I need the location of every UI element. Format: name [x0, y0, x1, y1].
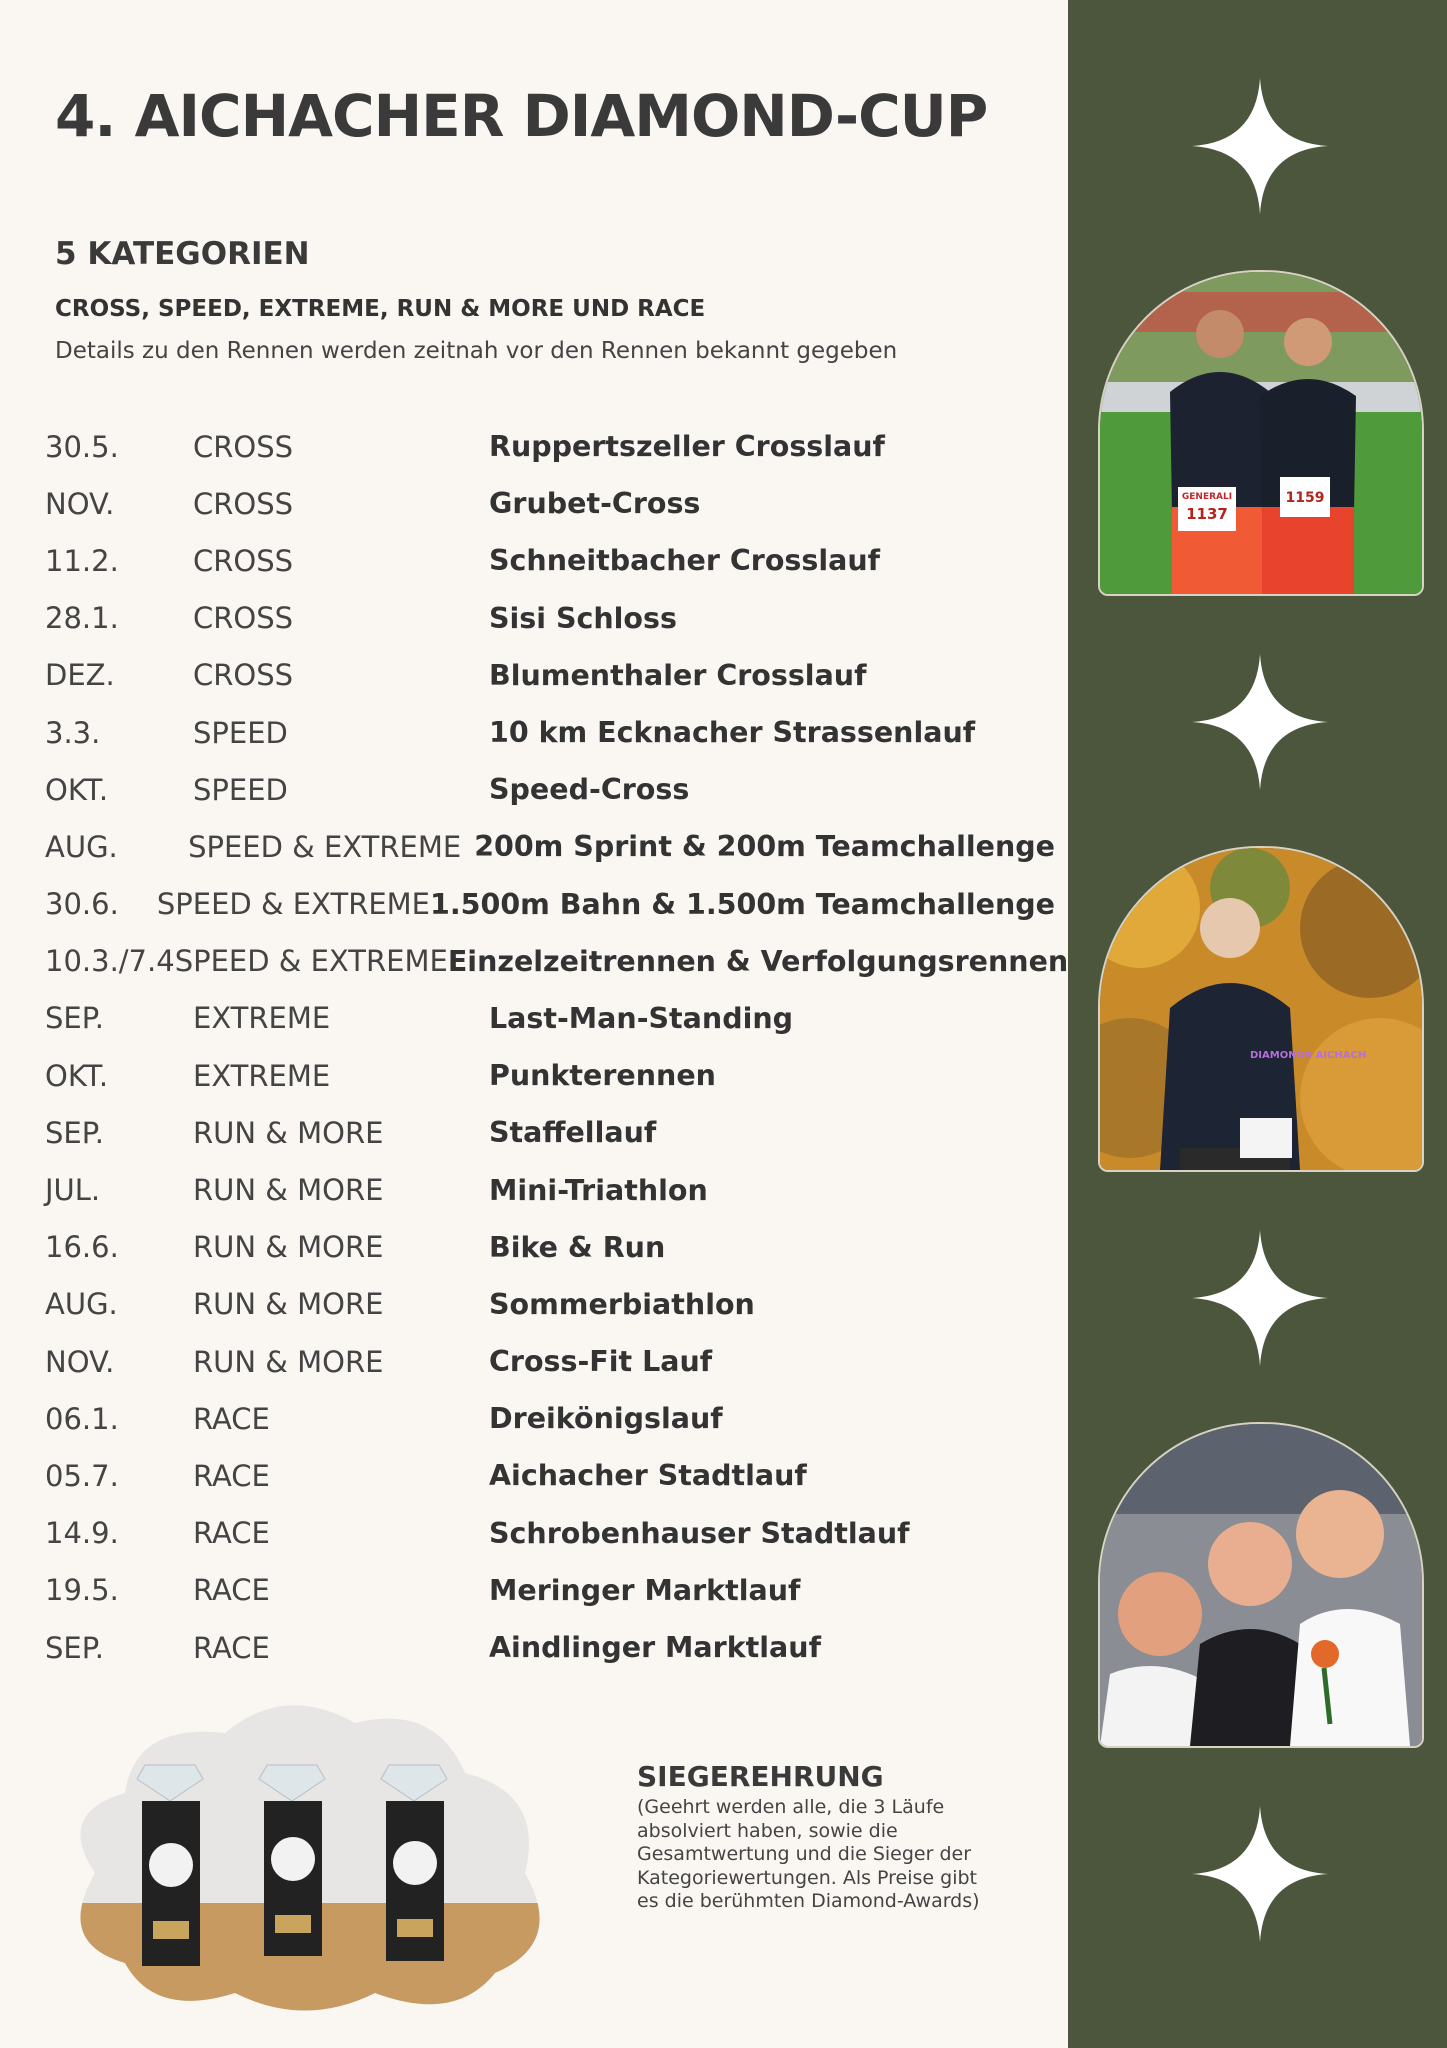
event-date: NOV. — [45, 486, 115, 521]
event-category: RUN & MORE — [193, 1230, 384, 1265]
event-date: 06.1. — [45, 1401, 119, 1436]
event-category: RACE — [193, 1573, 270, 1608]
sponsor-label: GENERALI — [1181, 492, 1233, 502]
event-date: 10.3./7.4 — [45, 944, 175, 979]
bib-number: 1159 — [1285, 490, 1325, 506]
event-category: SPEED & EXTREME — [174, 944, 448, 979]
event-category: RUN & MORE — [193, 1115, 384, 1150]
event-row — [45, 1104, 1055, 1161]
event-name: Aindlinger Marktlauf — [489, 1631, 821, 1665]
event-category: RACE — [193, 1516, 270, 1551]
event-row — [45, 761, 1055, 818]
event-date: 14.9. — [45, 1516, 119, 1551]
award-description: (Geehrt werden alle, die 3 Läufe absolviert haben, sowie die Gesamtwertung und die Sieger der Kategoriewertungen. Als Preise gibt es die berühmten Diamond-Awards) — [637, 1796, 980, 1912]
event-row — [45, 1333, 1055, 1390]
event-row — [45, 647, 1055, 704]
event-name: Cross-Fit Lauf — [489, 1345, 713, 1379]
event-date: 28.1. — [45, 601, 119, 636]
event-date: 3.3. — [45, 715, 101, 750]
event-category: RUN & MORE — [193, 1173, 384, 1208]
event-row — [45, 1619, 1055, 1676]
event-row — [45, 532, 1055, 589]
event-category: SPEED — [193, 772, 288, 807]
shirt-logo: DIAMONDS AICHACH — [1250, 1050, 1367, 1061]
event-category: CROSS — [193, 429, 294, 464]
event-name: Bike & Run — [489, 1230, 666, 1264]
photo-autumn-runner — [1098, 846, 1424, 1172]
details-note: Details zu den Rennen werden zeitnah vor den Rennen bekannt gegeben — [55, 338, 898, 364]
event-category: RUN & MORE — [193, 1344, 384, 1379]
event-category: EXTREME — [193, 1058, 331, 1093]
sparkle-icon — [1190, 1228, 1330, 1368]
event-category: CROSS — [193, 486, 294, 521]
event-name: Schneitbacher Crosslauf — [489, 544, 881, 578]
event-date: OKT. — [45, 1058, 109, 1093]
event-name: 10 km Ecknacher Strassenlauf — [489, 716, 976, 750]
event-category: RACE — [193, 1630, 270, 1665]
event-name: Staffellauf — [489, 1116, 657, 1150]
event-row — [45, 475, 1055, 532]
event-date: SEP. — [45, 1630, 104, 1665]
event-category: EXTREME — [193, 1001, 331, 1036]
event-name: Aichacher Stadtlauf — [489, 1459, 807, 1493]
event-row — [45, 1447, 1055, 1504]
event-date: OKT. — [45, 772, 109, 807]
event-category: RACE — [193, 1458, 270, 1493]
event-row — [45, 1562, 1055, 1619]
event-name: Einzelzeitrennen & Verfolgungsrennen — [447, 944, 1069, 978]
page-title: 4. AICHACHER DIAMOND-CUP — [55, 82, 988, 150]
event-date: AUG. — [45, 829, 118, 864]
event-date: 30.5. — [45, 429, 119, 464]
event-name: Ruppertszeller Crosslauf — [489, 430, 885, 464]
event-category: SPEED & EXTREME — [156, 887, 431, 922]
event-category: SPEED — [193, 715, 288, 750]
event-name: Speed-Cross — [489, 773, 690, 807]
event-date: 30.6. — [45, 887, 119, 922]
event-category: RACE — [193, 1401, 270, 1436]
event-name: Sommerbiathlon — [489, 1287, 755, 1321]
sparkle-icon — [1190, 652, 1330, 792]
event-name: Punkterennen — [489, 1059, 716, 1093]
bib-number: 1137 — [1186, 505, 1228, 523]
event-date: 11.2. — [45, 543, 119, 578]
event-date: JUL. — [45, 1173, 101, 1208]
event-name: Sisi Schloss — [489, 601, 677, 635]
event-name: Mini-Triathlon — [489, 1173, 708, 1207]
event-name: Blumenthaler Crosslauf — [489, 658, 867, 692]
event-row — [45, 1276, 1055, 1333]
event-date: 19.5. — [45, 1573, 119, 1608]
photo-selfie — [1098, 1422, 1424, 1748]
event-row — [45, 1219, 1055, 1276]
event-date: SEP. — [45, 1115, 104, 1150]
event-date: NOV. — [45, 1344, 115, 1379]
event-row — [45, 590, 1055, 647]
event-name: 200m Sprint & 200m Teamchallenge — [474, 830, 1055, 864]
photo-two-runners — [1098, 270, 1424, 596]
event-category: CROSS — [193, 601, 294, 636]
event-name: Last-Man-Standing — [489, 1001, 794, 1035]
event-list — [45, 418, 1069, 1676]
event-row — [45, 1505, 1055, 1562]
event-category: SPEED & EXTREME — [188, 829, 462, 864]
event-date: SEP. — [45, 1001, 104, 1036]
event-name: Dreikönigslauf — [489, 1402, 723, 1436]
event-row — [45, 1047, 1055, 1104]
event-category: CROSS — [193, 543, 294, 578]
event-row — [45, 990, 1055, 1047]
event-name: Schrobenhauser Stadtlauf — [489, 1516, 910, 1550]
event-row — [45, 818, 1055, 875]
event-date: DEZ. — [45, 658, 115, 693]
event-row — [45, 1390, 1055, 1447]
event-name: Grubet-Cross — [489, 487, 701, 521]
trophy-photo — [55, 1683, 565, 2018]
event-date: 16.6. — [45, 1230, 119, 1265]
event-date: AUG. — [45, 1287, 118, 1322]
event-row — [45, 933, 1069, 990]
section-subtitle: 5 KATEGORIEN — [55, 236, 310, 272]
event-name: Meringer Marktlauf — [489, 1573, 801, 1607]
event-row — [45, 1161, 1055, 1218]
award-title: SIEGEREHRUNG — [637, 1760, 884, 1793]
event-category: RUN & MORE — [193, 1287, 384, 1322]
event-row — [45, 876, 1055, 933]
event-category: CROSS — [193, 658, 294, 693]
event-name: 1.500m Bahn & 1.500m Teamchallenge — [430, 887, 1055, 921]
sparkle-icon — [1190, 1804, 1330, 1944]
sparkle-icon — [1190, 76, 1330, 216]
event-date: 05.7. — [45, 1458, 119, 1493]
categories-line: CROSS, SPEED, EXTREME, RUN & MORE UND RACE — [55, 296, 706, 322]
event-row — [45, 704, 1055, 761]
event-row — [45, 418, 1055, 475]
